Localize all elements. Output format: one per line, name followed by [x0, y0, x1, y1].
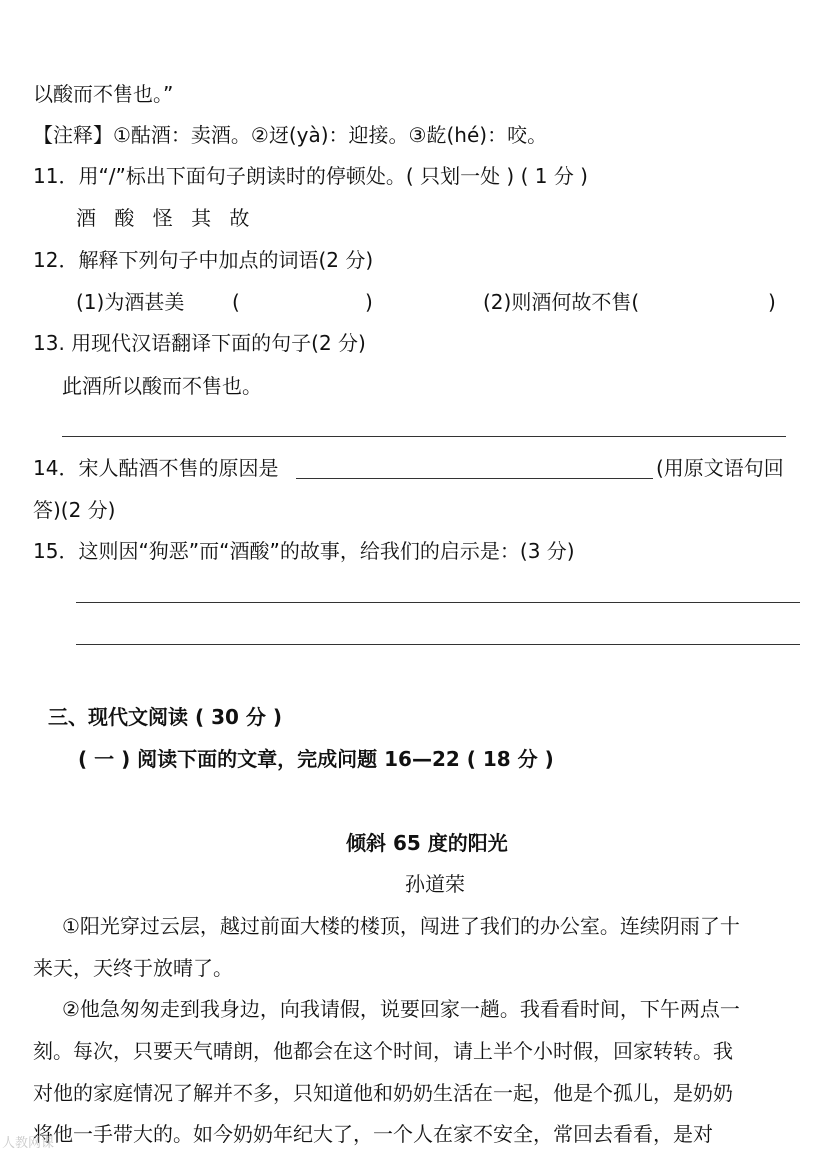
question-11: 11．用“/”标出下面句子朗读时的停顿处。( 只划一处 ) ( 1 分 ) — [33, 164, 588, 188]
question-14: 14．宋人酤酒不售的原因是 — [33, 456, 279, 480]
annotation-note: 【注释】①酤酒：卖酒。②迓(yà)：迎接。③龁(hé)：咬。 — [33, 123, 548, 147]
answer-line-15a[interactable] — [76, 602, 800, 603]
subsection-heading: ( 一 ) 阅读下面的文章，完成问题 16—22 ( 18 分 ) — [78, 747, 554, 771]
answer-line-13[interactable] — [62, 436, 786, 437]
question-11-sentence: 酒 酸 怪 其 故 — [76, 206, 256, 230]
section-heading: 三、现代文阅读 ( 30 分 ) — [48, 705, 282, 729]
paragraph-2-line-1: ②他急匆匆走到我身边，向我请假，说要回家一趟。我看看时间，下午两点一 — [62, 997, 740, 1021]
answer-bracket-close: ) — [365, 290, 373, 314]
paragraph-2-line-3: 对他的家庭情况了解并不多，只知道他和奶奶生活在一起，他是个孤儿，是奶奶 — [33, 1081, 733, 1105]
answer-line-15b[interactable] — [76, 644, 800, 645]
paragraph-1-line-1: ①阳光穿过云层，越过前面大楼的楼顶，闯进了我们的办公室。连续阴雨了十 — [62, 914, 740, 938]
question-12-item-1: (1)为酒甚美 — [76, 290, 185, 314]
question-14-cont: 答)(2 分) — [33, 498, 116, 522]
paragraph-2-line-4: 将他一手带大的。如今奶奶年纪大了，一个人在家不安全，常回去看看，是对 — [33, 1122, 713, 1146]
question-12-item-2: (2)则酒何故不售( — [483, 290, 640, 314]
text-line: 以酸而不售也。” — [33, 82, 174, 106]
watermark: 人教网课 — [2, 1136, 55, 1151]
article-title: 倾斜 65 度的阳光 — [346, 831, 508, 855]
question-15: 15．这则因“狗恶”而“酒酸”的故事，给我们的启示是：(3 分) — [33, 539, 575, 563]
answer-line-14[interactable] — [296, 478, 653, 479]
paragraph-2-line-2: 刻。每次，只要天气晴朗，他都会在这个时间，请上半个小时假，回家转转。我 — [33, 1039, 733, 1063]
question-13: 13. 用现代汉语翻译下面的句子(2 分) — [33, 331, 366, 355]
paragraph-1-line-2: 来天，天终于放晴了。 — [33, 956, 233, 980]
question-12: 12．解释下列句子中加点的词语(2 分) — [33, 248, 374, 272]
answer-bracket-open: ( — [232, 290, 240, 314]
question-13-sentence: 此酒所以酸而不售也。 — [62, 374, 262, 398]
answer-bracket-close-2: ) — [768, 290, 776, 314]
article-author: 孙道荣 — [405, 872, 465, 896]
question-14-tail: (用原文语句回 — [656, 456, 784, 480]
